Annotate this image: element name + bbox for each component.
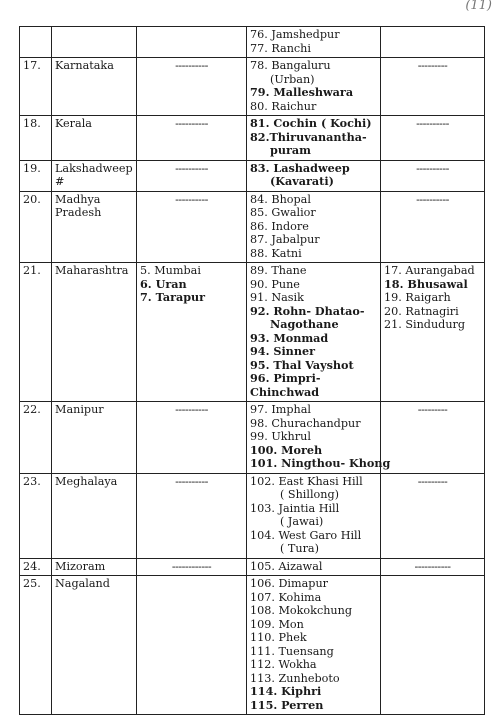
list-item: 109. Mon — [250, 617, 304, 631]
serial-number-cell: 18. — [20, 116, 52, 161]
port-listing-table — [19, 26, 485, 715]
table-row — [20, 116, 485, 161]
list-item: 104. West Garo Hill — [250, 528, 362, 542]
page-number-mark: (11) — [465, 0, 492, 13]
table-row — [20, 160, 485, 191]
category-c-cell — [381, 263, 485, 402]
category-c-cell — [381, 576, 485, 715]
list-item: 92. Rohn- Dhatao- — [250, 303, 365, 318]
state-name-cell: Manipur — [52, 402, 137, 474]
list-item: 114. Kiphri — [250, 684, 322, 698]
list-item: Chinchwad — [250, 384, 320, 399]
city-list-cell — [247, 27, 381, 58]
list-item: 90. Pune — [250, 277, 300, 291]
list-item: 76. Jamshedpur — [250, 28, 340, 41]
list-item: 84. Bhopal — [250, 192, 311, 206]
serial-number-cell: 20. — [20, 191, 52, 263]
list-item: 93. Monmad — [250, 330, 329, 345]
state-name-cell — [52, 27, 137, 58]
city-list-cell — [247, 160, 381, 191]
list-item: 112. Wokha — [250, 658, 317, 671]
list-item: 7. Tarapur — [140, 290, 206, 304]
list-item: (Urban) — [270, 72, 315, 86]
city-list-cell — [247, 263, 381, 402]
category-c-cell: ---------- — [381, 191, 485, 263]
category-c-cell: ----------- — [381, 558, 485, 576]
list-item: 89. Thane — [250, 264, 307, 277]
city-list-cell — [247, 58, 381, 116]
list-item: 83. Lashadweep — [250, 160, 350, 175]
state-name-cell: Kerala — [52, 116, 137, 161]
serial-number-cell: 25. — [20, 576, 52, 715]
list-item: 100. Moreh — [250, 442, 323, 457]
list-item: 6. Uran — [140, 276, 187, 291]
serial-number-cell: 17. — [20, 58, 52, 116]
list-item: 5. Mumbai — [140, 264, 201, 277]
list-item: (Kavarati) — [270, 174, 334, 188]
list-item: 96. Pimpri- — [250, 371, 321, 385]
state-name-cell: Maharashtra — [52, 263, 137, 402]
serial-number-cell: 23. — [20, 473, 52, 558]
category-a-cell: ---------- — [137, 473, 247, 558]
city-list-cell — [247, 558, 381, 576]
city-list-cell — [247, 402, 391, 474]
state-name-cell: Nagaland — [52, 576, 137, 715]
category-a-cell — [137, 27, 247, 58]
table-row — [20, 558, 485, 576]
list-item: 86. Indore — [250, 219, 309, 233]
state-name-cell: Madhya Pradesh — [52, 191, 137, 263]
list-item: 110. Phek — [250, 631, 307, 644]
list-item: 21. Sindudurg — [384, 318, 466, 331]
list-item: 80. Raichur — [250, 99, 317, 113]
list-item: 87. Jabalpur — [250, 233, 320, 246]
category-c-cell: ---------- — [381, 116, 485, 161]
list-item: 91. Nasik — [250, 291, 304, 304]
category-c-cell: --------- — [381, 473, 485, 558]
category-c-cell: ---------- — [381, 160, 485, 191]
list-item: 18. Bhusawal — [384, 276, 468, 291]
city-list-cell — [247, 576, 381, 715]
category-a-cell: ------------ — [137, 558, 247, 576]
list-item: 17. Aurangabad — [384, 264, 475, 277]
category-a-cell: ---------- — [137, 160, 247, 191]
list-item: Nagothane — [270, 317, 339, 331]
state-name-cell: Karnataka — [52, 58, 137, 116]
list-item: 94. Sinner — [250, 344, 315, 358]
category-a-cell — [137, 263, 247, 402]
list-item: 77. Ranchi — [250, 41, 311, 55]
list-item: 85. Gwalior — [250, 206, 316, 219]
serial-number-cell: 21. — [20, 263, 52, 402]
list-item: ( Jawai) — [280, 515, 324, 528]
list-item: 88. Katni — [250, 246, 302, 260]
list-item: 82.Thiruvanantha- — [250, 129, 367, 144]
list-item: 107. Kohima — [250, 590, 322, 604]
city-list-cell — [247, 473, 381, 558]
state-name-cell: Lakshadweep # — [52, 160, 137, 191]
list-item: 98. Churachandpur — [250, 416, 361, 430]
list-item: 97. Imphal — [250, 403, 311, 416]
list-item: 115. Perren — [250, 697, 324, 712]
category-a-cell: ---------- — [137, 191, 247, 263]
table-row — [20, 27, 485, 58]
category-c-cell: --------- — [381, 402, 485, 474]
city-list-cell — [247, 116, 381, 161]
list-item: 99. Ukhrul — [250, 430, 311, 443]
list-item: ( Shillong) — [280, 488, 339, 501]
list-item: 103. Jaintia Hill — [250, 501, 340, 515]
list-item: ( Tura) — [280, 542, 319, 555]
table-row — [20, 576, 485, 715]
serial-number-cell — [20, 27, 52, 58]
list-item: 95. Thal Vayshot — [250, 357, 354, 372]
list-item: 19. Raigarh — [384, 291, 451, 304]
list-item: 79. Malleshwara — [250, 85, 354, 99]
serial-number-cell: 19. — [20, 160, 52, 191]
list-item: 101. Ningthou- Khong — [250, 456, 391, 470]
list-item: 105. Aizawal — [250, 559, 323, 573]
category-a-cell — [137, 576, 247, 715]
serial-number-cell: 24. — [20, 558, 52, 576]
table-row — [20, 58, 485, 116]
list-item: 113. Zunheboto — [250, 671, 340, 685]
table-row — [20, 191, 485, 263]
state-name-cell: Mizoram — [52, 558, 137, 576]
list-item: puram — [270, 143, 311, 157]
list-item: 111. Tuensang — [250, 644, 334, 658]
category-c-cell — [381, 27, 485, 58]
serial-number-cell: 22. — [20, 402, 52, 474]
list-item: 108. Mokokchung — [250, 604, 352, 617]
category-a-cell: ---------- — [137, 116, 247, 161]
table-row — [20, 473, 485, 558]
list-item: 106. Dimapur — [250, 577, 329, 590]
list-item: 78. Bangaluru — [250, 59, 331, 72]
list-item: 81. Cochin ( Kochi) — [250, 116, 372, 130]
table-row — [20, 263, 485, 402]
category-a-cell: ---------- — [137, 402, 247, 474]
category-c-cell: --------- — [381, 58, 485, 116]
list-item: 20. Ratnagiri — [384, 304, 459, 318]
state-name-cell: Meghalaya — [52, 473, 137, 558]
table-row — [20, 402, 485, 474]
list-item: 102. East Khasi Hill — [250, 474, 363, 488]
category-a-cell: ---------- — [137, 58, 247, 116]
city-list-cell — [247, 191, 381, 263]
